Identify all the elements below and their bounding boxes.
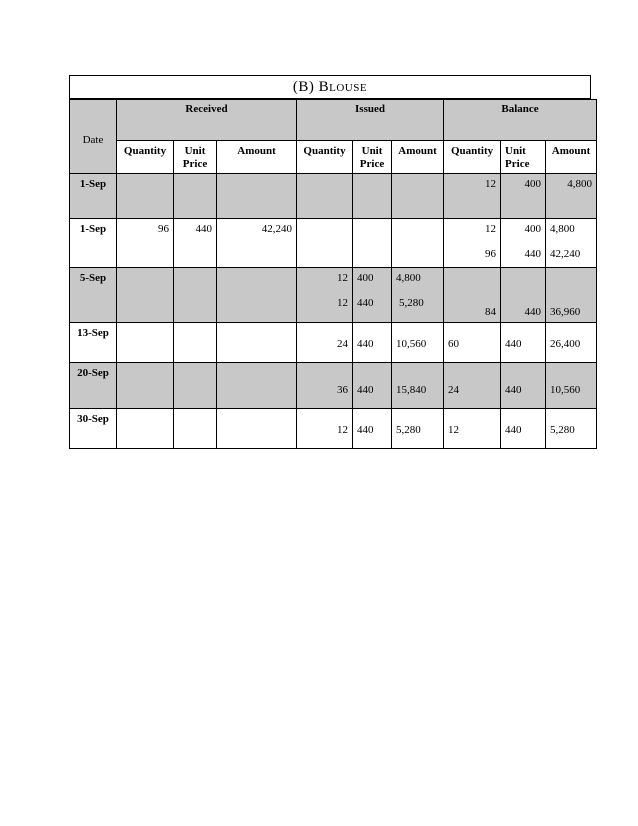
column-header-row [70, 141, 597, 174]
issued-qty-cell: 24 [297, 323, 353, 363]
issued-qty-cell [297, 174, 353, 219]
balance-price-cell: 440 [501, 363, 546, 409]
issued-qty-cell [297, 219, 353, 268]
balance-qty-cell: 12 [444, 174, 501, 219]
received-quantity-header: Quantity [117, 141, 174, 174]
row-date: 1-Sep [70, 174, 117, 219]
balance-quantity-header: Quantity [444, 141, 501, 174]
row-date: 1-Sep [70, 219, 117, 268]
received-amount-cell [217, 174, 297, 219]
balance-qty-cell: 12 [444, 409, 501, 449]
issued-price-cell [353, 174, 392, 219]
issued-amount-cell [392, 174, 444, 219]
issued-price-cell: 440 [353, 363, 392, 409]
balance-price-cell: 440 [501, 409, 546, 449]
balance-amount-cell: 26,400 [546, 323, 597, 363]
issued-amount-cell: 5,280 [392, 409, 444, 449]
received-group-header: Received [117, 100, 297, 141]
balance-amount-cell: 36,960 [546, 268, 597, 323]
balance-qty-cell: 60 [444, 323, 501, 363]
received-amount-cell: 42,240 [217, 219, 297, 268]
received-amount-cell [217, 268, 297, 323]
balance-qty-cell: 24 [444, 363, 501, 409]
received-qty-cell [117, 174, 174, 219]
stock-ledger-table [69, 99, 597, 449]
table-title: (B) Blouse [69, 75, 591, 99]
balance-price-cell: 400 [501, 174, 546, 219]
table-row [70, 323, 597, 363]
balance-amount-cell: 4,800 42,240 [546, 219, 597, 268]
received-qty-cell [117, 323, 174, 363]
group-header-row [70, 100, 597, 141]
issued-price-cell: 400 440 [353, 268, 392, 323]
balance-amount-cell: 4,800 [546, 174, 597, 219]
received-amount-cell [217, 363, 297, 409]
issued-group-header: Issued [297, 100, 444, 141]
balance-group-header: Balance [444, 100, 597, 141]
row-date: 20-Sep [70, 363, 117, 409]
issued-amount-cell: 15,840 [392, 363, 444, 409]
issued-quantity-header: Quantity [297, 141, 353, 174]
received-qty-cell [117, 409, 174, 449]
table-row [70, 409, 597, 449]
table-row [70, 174, 597, 219]
table-row [70, 219, 597, 268]
row-date: 13-Sep [70, 323, 117, 363]
issued-amount-cell: 4,800 5,280 [392, 268, 444, 323]
balance-amount-header: Amount [546, 141, 597, 174]
row-date: 30-Sep [70, 409, 117, 449]
balance-qty-cell: 12 96 [444, 219, 501, 268]
received-price-cell [174, 174, 217, 219]
balance-amount-cell: 5,280 [546, 409, 597, 449]
row-date: 5-Sep [70, 268, 117, 323]
balance-price-cell: 400 440 [501, 219, 546, 268]
balance-qty-cell: 84 [444, 268, 501, 323]
balance-price-cell: 440 [501, 268, 546, 323]
issued-qty-cell: 12 12 [297, 268, 353, 323]
received-price-cell: 440 [174, 219, 217, 268]
table-row [70, 268, 597, 323]
received-unit-price-header: Unit Price [174, 141, 217, 174]
received-qty-cell [117, 363, 174, 409]
issued-amount-cell: 10,560 [392, 323, 444, 363]
received-amount-header: Amount [217, 141, 297, 174]
issued-qty-cell: 36 [297, 363, 353, 409]
received-amount-cell [217, 323, 297, 363]
issued-price-cell: 440 [353, 323, 392, 363]
balance-amount-cell: 10,560 [546, 363, 597, 409]
balance-unit-price-header: Unit Price [501, 141, 546, 174]
received-qty-cell: 96 [117, 219, 174, 268]
issued-price-cell [353, 219, 392, 268]
received-price-cell [174, 268, 217, 323]
issued-amount-cell [392, 219, 444, 268]
issued-price-cell: 440 [353, 409, 392, 449]
issued-amount-header: Amount [392, 141, 444, 174]
received-qty-cell [117, 268, 174, 323]
received-price-cell [174, 409, 217, 449]
received-price-cell [174, 363, 217, 409]
balance-price-cell: 440 [501, 323, 546, 363]
received-amount-cell [217, 409, 297, 449]
issued-qty-cell: 12 [297, 409, 353, 449]
table-row [70, 363, 597, 409]
issued-unit-price-header: Unit Price [353, 141, 392, 174]
date-header: Date [70, 100, 117, 174]
received-price-cell [174, 323, 217, 363]
